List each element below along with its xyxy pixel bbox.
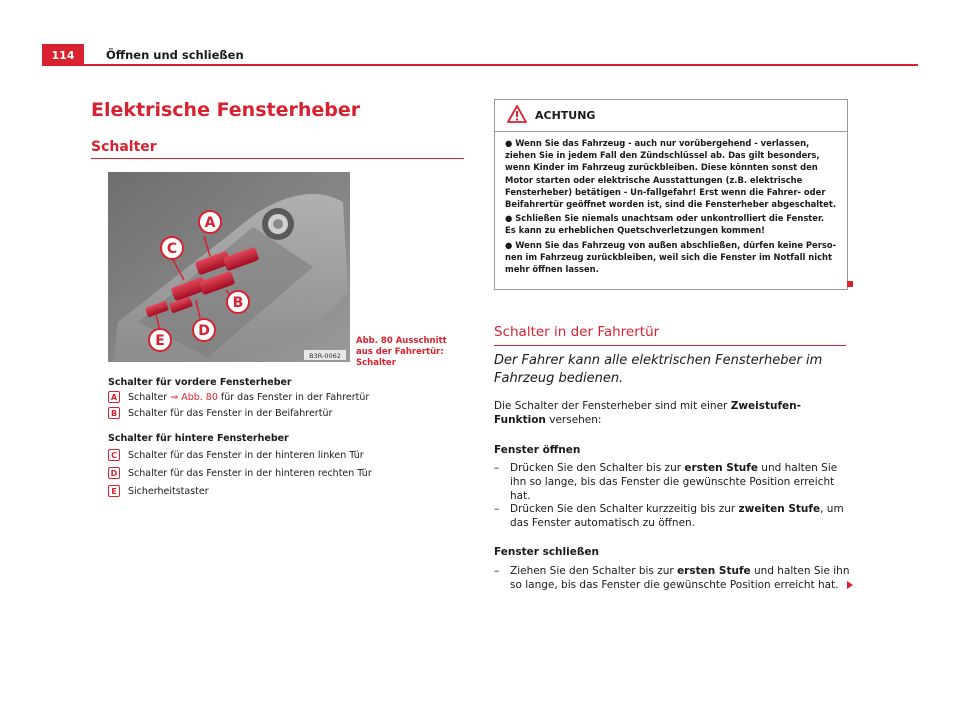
callout-d-label: D xyxy=(198,323,210,339)
list-item xyxy=(108,485,209,497)
front-switches-title: Schalter für vordere Fensterheber xyxy=(108,377,292,388)
warning-triangle-icon xyxy=(507,105,527,127)
item-text: Schalter für das Fenster in der hinteren rechten Tür xyxy=(128,467,372,479)
section-heading: Elektrische Fensterheber xyxy=(91,99,361,121)
header-rule xyxy=(42,64,918,66)
list-item xyxy=(108,391,369,403)
callout-a-label: A xyxy=(204,215,216,231)
list-item xyxy=(108,407,332,419)
letter-badge: C xyxy=(108,449,120,461)
section-rule xyxy=(494,345,846,346)
open-window-title: Fenster öffnen xyxy=(494,444,581,456)
item-text: für das Fenster in der Fahrertür xyxy=(220,391,370,403)
figure-code: B3R-0062 xyxy=(309,352,341,360)
figure-link[interactable]: ⇒ Abb. 80 xyxy=(170,391,218,403)
section-end-icon xyxy=(847,281,853,287)
section-heading-driver-door: Schalter in der Fahrertür xyxy=(494,324,660,340)
warning-bullet: ● Wenn Sie das Fahrzeug von außen abschließen, dürfen keine Perso-nen im Fahrzeug zurückbleiben, weil sich die Fenster im Notfall nicht mehr öffnen lassen. xyxy=(505,239,837,275)
close-window-title: Fenster schließen xyxy=(494,546,599,558)
warning-box xyxy=(494,99,848,290)
switch-panel-figure xyxy=(108,172,350,362)
callout-e-label: E xyxy=(155,333,165,349)
callout-c-label: C xyxy=(166,241,178,257)
switch-panel-illustration xyxy=(108,172,350,362)
item-text: Schalter xyxy=(128,391,168,403)
item-text: Schalter für das Fenster in der Beifahrertür xyxy=(128,407,333,419)
warning-header xyxy=(495,100,847,132)
intro-text: Der Fahrer kann alle elektrischen Fensterheber im Fahrzeug bedienen. xyxy=(494,353,823,386)
callout-b-label: B xyxy=(232,295,244,311)
item-text: Schalter für das Fenster in der hinteren linken Tür xyxy=(128,449,364,461)
paragraph: Die Schalter der Fensterheber sind mit einer Zweistufen-Funktion versehen: xyxy=(494,400,802,426)
list-item: – Ziehen Sie den Schalter bis zur ersten Stufe und halten Sie ihn so lange, bis das Fenster die gewünschte Position erreicht hat. xyxy=(494,564,854,592)
list-item xyxy=(108,449,364,461)
figure-caption: Abb. 80 Ausschnitt aus der Fahrertür: Schalter xyxy=(356,336,447,368)
list-item: – Drücken Sie den Schalter kurzzeitig bis zur zweiten Stufe, um das Fenster automatisch zu öffnen. xyxy=(494,503,844,529)
subsection-rule xyxy=(91,158,464,159)
list-item xyxy=(108,467,372,479)
letter-badge: B xyxy=(108,407,120,419)
letter-badge: E xyxy=(108,485,120,497)
warning-bullet: ● Wenn Sie das Fahrzeug - auch nur vorübergehend - verlassen, ziehen Sie in jedem Fall den Zündschlüssel ab. Das gilt besonders, wenn Kinder im Fahrzeug zurückbleiben. Diese könnten sonst den Motor starten oder elektrische Ausstattungen (z.B. elektrische Fensterheber) betätigen - Un-fallgefahr! Erst wenn die Fahrer- oder Beifahrertür geöffnet worden ist, sind die Fensterheber abgeschaltet. xyxy=(505,138,837,210)
continue-arrow-icon xyxy=(847,581,853,589)
warning-bullet: ● Schließen Sie niemals unachtsam oder unkontrolliert die Fenster. Es kann zu erheblichen Quetschverletzungen kommen! xyxy=(505,213,825,236)
page-number: 114 xyxy=(42,44,84,66)
item-text: Sicherheitstaster xyxy=(128,485,209,497)
subsection-heading: Schalter xyxy=(91,139,157,155)
header-title: Öffnen und schließen xyxy=(106,48,244,62)
warning-title: ACHTUNG xyxy=(535,109,596,122)
letter-badge: A xyxy=(108,391,120,403)
warning-body xyxy=(495,132,847,275)
letter-badge: D xyxy=(108,467,120,479)
list-item: – Drücken Sie den Schalter bis zur ersten Stufe und halten Sie ihn so lange, bis das Fenster die gewünschte Position erreicht hat. xyxy=(494,462,838,502)
rear-switches-title: Schalter für hintere Fensterheber xyxy=(108,433,289,444)
